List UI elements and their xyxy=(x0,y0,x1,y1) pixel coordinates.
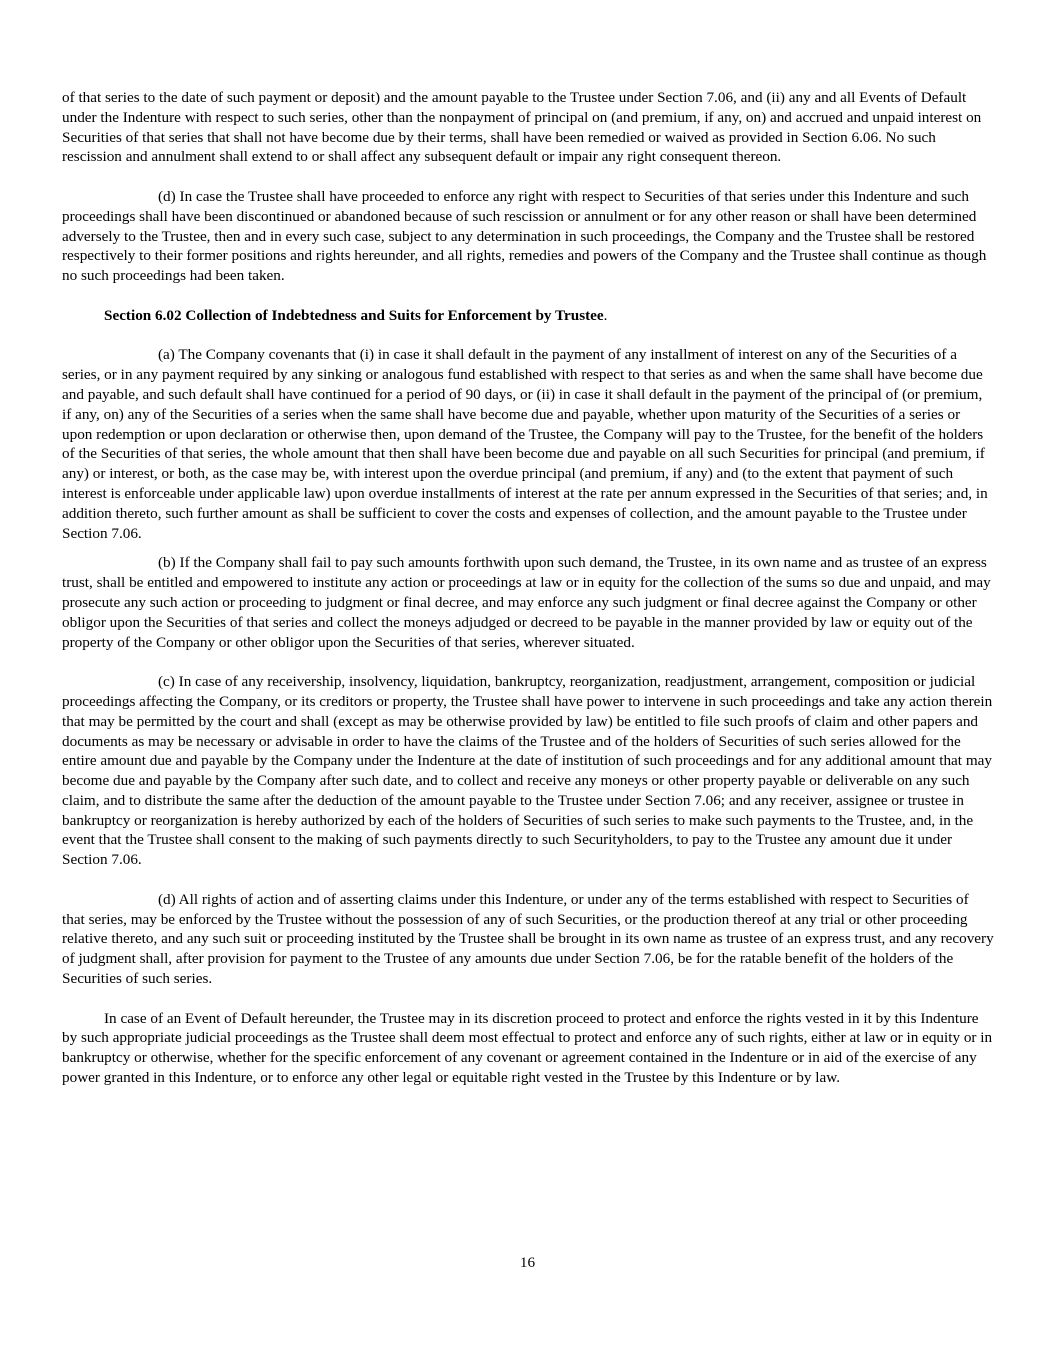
paragraph-c-receivership: (c) In case of any receivership, insolvency, liquidation, bankruptcy, reorganization, readjustment, arrangement, composition or judicial proceedings affecting the Company, or its creditors or property, the Trustee shall have power to intervene in such proceedings and take any action therein that may be permitted by the court and shall (except as may be otherwise provided by law) be entitled to file such proofs of claim and other papers and documents as may be necessary or advisable in order to have the claims of the Trustee and of the holders of Securities of such series allowed for the entire amount due and payable by the Company under the Indenture at the date of institution of such proceedings and for any additional amount that may become due and payable by the Company after such date, and to collect and receive any moneys or other property payable or deliverable on any such claim, and to distribute the same after the deduction of the amount payable to the Trustee under Section 7.06; and any receiver, assignee or trustee in bankruptcy or reorganization is hereby authorized by each of the holders of Securities of such series to make such payments to the Trustee, and, in the event that the Trustee shall consent to the making of such payments directly to such Securityholders, to pay to the Trustee any amount due it under Section 7.06. xyxy=(62,673,993,869)
paragraph-d-rights-of-action: (d) All rights of action and of asserting claims under this Indenture, or under any of the terms established with respect to Securities of that series, may be enforced by the Trustee without the possession of any of such Securities, or the production thereof at any trial or other proceeding relative thereto, and any such suit or proceeding instituted by the Trustee shall be brought in its own name as trustee of an express trust, and any recovery of judgment shall, after provision for payment to the Trustee of any amounts due under Section 7.06, be for the ratable benefit of the holders of the Securities of such series. xyxy=(62,890,994,988)
document-page xyxy=(62,88,994,1108)
paragraph-rescission-continued: of that series to the date of such payment or deposit) and the amount payable to the Trustee under Section 7.06, and (ii) any and all Events of Default under the Indenture with respect to such series, other than the nonpayment of principal on (and premium, if any, on) and accrued and unpaid interest on Securities of that series that shall not have become due by their terms, shall have been remedied or waived as provided in Section 6.06. No such rescission and annulment shall extend to or shall affect any subsequent default or impair any right consequent thereon. xyxy=(62,89,982,166)
paragraph-a-covenants: (a) The Company covenants that (i) in case it shall default in the payment of any installment of interest on any of the Securities of a series, or in any payment required by any sinking or analogous fund established with respect to that series as and when the same shall have become due and payable, and such default shall have continued for a period of 90 days, or (ii) in case it shall default in the payment of the principal of (or premium, if any, on) any of the Securities of a series when the same shall have become due and payable, whether upon maturity of the Securities of a series or upon redemption or upon declaration or otherwise then, upon demand of the Trustee, the Company will pay to the Trustee, for the benefit of the holders of the Securities of that series, the whole amount that then shall have been become due and payable on all such Securities for principal (and premium, if any) or interest, or both, as the case may be, with interest upon the overdue principal (and premium, if any) and (to the extent that payment of such interest is enforceable under applicable law) upon overdue installments of interest at the rate per annum expressed in the Securities of that series; and, in addition thereto, such further amount as shall be sufficient to cover the costs and expenses of collection, and the amount payable to the Trustee under Section 7.06. xyxy=(62,346,988,542)
paragraph-b-failure-to-pay: (b) If the Company shall fail to pay such amounts forthwith upon such demand, the Trustee, in its own name and as trustee of an express trust, shall be entitled and empowered to institute any action or proceedings at law or in equity for the collection of the sums so due and unpaid, and may prosecute any such action or proceeding to judgment or final decree, and may enforce any such judgment or final decree against the Company or other obligor upon the Securities of that series and collect the moneys adjudged or decreed to be payable in the manner provided by law or equity out of the property of the Company or other obligor upon the Securities of that series, wherever situated. xyxy=(62,554,991,651)
paragraph-event-of-default: In case of an Event of Default hereunder, the Trustee may in its discretion proceed to protect and enforce the rights vested in it by this Indenture by such appropriate judicial proceedings as the Trustee shall deem most effectual to protect and enforce any of such rights, either at law or in equity or in bankruptcy or otherwise, whether for the specific enforcement of any covenant or agreement contained in the Indenture or in aid of the exercise of any power granted in this Indenture, or to enforce any other legal or equitable right vested in the Trustee by this Indenture or by law. xyxy=(62,1009,993,1087)
section-heading-period: . xyxy=(603,306,608,324)
section-heading-title: Section 6.02 Collection of Indebtedness and Suits for Enforcement by Trustee xyxy=(104,306,604,324)
page-number: 16 xyxy=(519,1254,536,1271)
section-heading xyxy=(62,306,994,326)
paragraph-d-restoration: (d) In case the Trustee shall have proceeded to enforce any right with respect to Securities of that series under this Indenture and such proceedings shall have been discontinued or abandoned because of such rescission or annulment or for any other reason or shall have been determined adversely to the Trustee, then and in every such case, subject to any determination in such proceedings, the Company and the Trustee shall be restored respectively to their former positions and rights hereunder, and all rights, remedies and powers of the Company and the Trustee shall continue as though no such proceedings had been taken. xyxy=(62,187,987,285)
